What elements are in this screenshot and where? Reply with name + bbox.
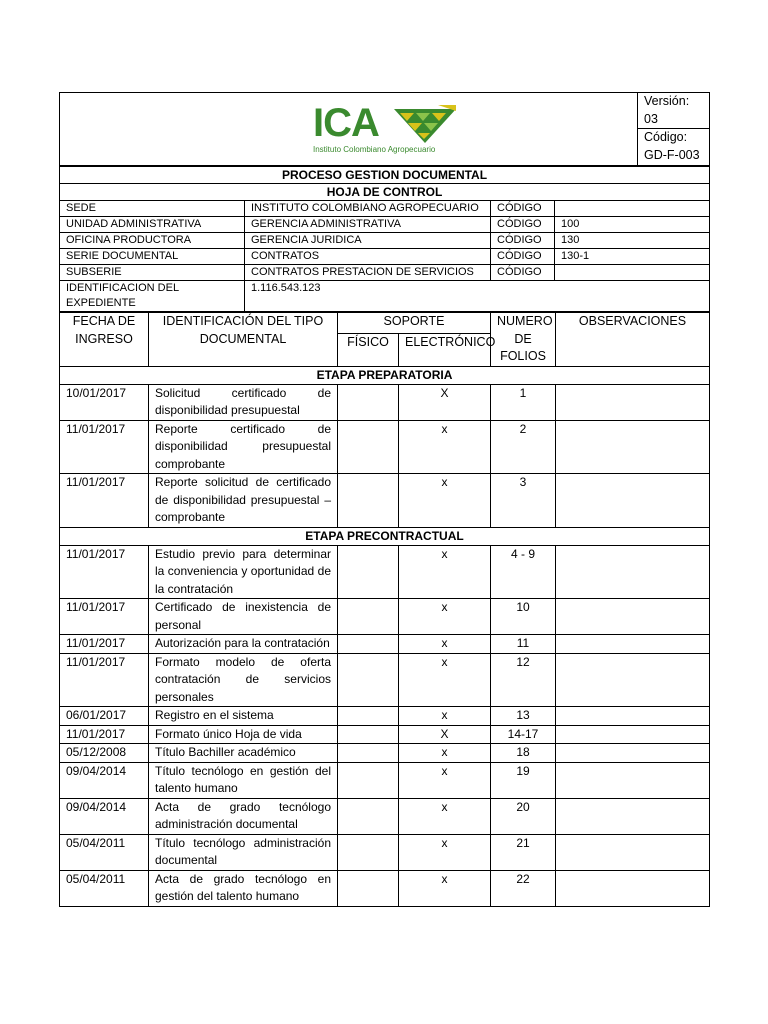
row-folios: 20 <box>491 798 556 834</box>
unidad-code-value: 100 <box>555 217 710 233</box>
unidad-code-label: CÓDIGO <box>491 217 555 233</box>
row-folios: 18 <box>491 744 556 763</box>
row-tipo: Estudio previo para determinar la conveniencia y oportunidad de la contratación <box>149 545 338 599</box>
table-row <box>60 545 710 599</box>
row-fisico <box>338 545 399 599</box>
row-folios: 21 <box>491 834 556 870</box>
table-row <box>60 599 710 635</box>
row-folios: 19 <box>491 762 556 798</box>
row-observaciones <box>556 870 710 906</box>
row-observaciones <box>556 474 710 528</box>
row-electronico: x <box>399 545 491 599</box>
expediente-label: IDENTIFICACION DEL EXPEDIENTE <box>60 281 245 312</box>
row-fecha: 05/04/2011 <box>60 834 149 870</box>
row-electronico: x <box>399 707 491 726</box>
section-title: ETAPA PRECONTRACTUAL <box>60 527 710 545</box>
row-electronico: x <box>399 653 491 707</box>
serie-code-value: 130-1 <box>555 249 710 265</box>
version-cell <box>638 93 710 166</box>
row-fecha: 11/01/2017 <box>60 474 149 528</box>
row-folios: 10 <box>491 599 556 635</box>
row-fecha: 11/01/2017 <box>60 653 149 707</box>
row-tipo: Acta de grado tecnólogo administración documental <box>149 798 338 834</box>
control-title: HOJA DE CONTROL <box>60 184 710 201</box>
table-row <box>60 744 710 763</box>
header-table <box>59 92 710 166</box>
table-row <box>60 384 710 420</box>
code-label: Código: <box>644 130 688 144</box>
row-fecha: 09/04/2014 <box>60 762 149 798</box>
ica-logo-icon <box>394 105 456 145</box>
row-observaciones <box>556 420 710 474</box>
table-row <box>60 762 710 798</box>
records-table <box>59 312 710 907</box>
row-observaciones <box>556 384 710 420</box>
row-electronico: x <box>399 762 491 798</box>
row-fecha: 05/04/2011 <box>60 870 149 906</box>
unidad-value: GERENCIA ADMINISTRATIVA <box>245 217 491 233</box>
row-electronico: x <box>399 420 491 474</box>
serie-code-label: CÓDIGO <box>491 249 555 265</box>
row-fecha: 11/01/2017 <box>60 635 149 654</box>
row-fisico <box>338 635 399 654</box>
row-fisico <box>338 725 399 744</box>
subserie-value: CONTRATOS PRESTACION DE SERVICIOS <box>245 265 491 281</box>
row-electronico: x <box>399 744 491 763</box>
row-fecha: 11/01/2017 <box>60 420 149 474</box>
row-folios: 3 <box>491 474 556 528</box>
row-fisico <box>338 599 399 635</box>
row-electronico: x <box>399 798 491 834</box>
process-title: PROCESO GESTION DOCUMENTAL <box>60 167 710 184</box>
col-folios: NUMERO DE FOLIOS <box>491 313 556 367</box>
logo-cell <box>60 93 638 166</box>
expediente-value: 1.116.543.123 <box>245 281 710 312</box>
table-row <box>60 798 710 834</box>
row-fisico <box>338 707 399 726</box>
row-fisico <box>338 653 399 707</box>
control-sheet <box>59 92 709 907</box>
version-label: Versión: <box>644 94 690 108</box>
row-tipo: Formato modelo de oferta contratación de servicios personales <box>149 653 338 707</box>
subserie-code-label: CÓDIGO <box>491 265 555 281</box>
subserie-code-value <box>555 265 710 281</box>
logo-title: ICA <box>313 101 379 145</box>
row-tipo: Reporte solicitud de certificado de disponibilidad presupuestal – comprobante <box>149 474 338 528</box>
row-observaciones <box>556 653 710 707</box>
sede-code-label: CÓDIGO <box>491 201 555 217</box>
row-tipo: Certificado de inexistencia de personal <box>149 599 338 635</box>
row-tipo: Título tecnólogo administración documental <box>149 834 338 870</box>
row-observaciones <box>556 762 710 798</box>
row-fisico <box>338 834 399 870</box>
row-electronico: x <box>399 834 491 870</box>
section-title: ETAPA PREPARATORIA <box>60 366 710 384</box>
version-value: 03 <box>644 111 658 126</box>
row-folios: 13 <box>491 707 556 726</box>
oficina-code-label: CÓDIGO <box>491 233 555 249</box>
col-fisico: FÍSICO <box>338 333 399 366</box>
row-observaciones <box>556 798 710 834</box>
row-electronico: x <box>399 474 491 528</box>
table-row <box>60 707 710 726</box>
unidad-label: UNIDAD ADMINISTRATIVA <box>60 217 245 233</box>
subserie-label: SUBSERIE <box>60 265 245 281</box>
row-fisico <box>338 744 399 763</box>
row-fecha: 10/01/2017 <box>60 384 149 420</box>
serie-label: SERIE DOCUMENTAL <box>60 249 245 265</box>
table-row <box>60 474 710 528</box>
serie-value: CONTRATOS <box>245 249 491 265</box>
table-row <box>60 834 710 870</box>
col-tipo: IDENTIFICACIÓN DEL TIPO DOCUMENTAL <box>149 313 338 367</box>
info-table <box>59 166 710 312</box>
table-row <box>60 653 710 707</box>
row-observaciones <box>556 744 710 763</box>
sede-label: SEDE <box>60 201 245 217</box>
table-row <box>60 420 710 474</box>
oficina-value: GERENCIA JURIDICA <box>245 233 491 249</box>
row-fisico <box>338 798 399 834</box>
row-tipo: Solicitud certificado de disponibilidad presupuestal <box>149 384 338 420</box>
row-electronico: x <box>399 599 491 635</box>
row-tipo: Formato único Hoja de vida <box>149 725 338 744</box>
row-observaciones <box>556 635 710 654</box>
table-row <box>60 870 710 906</box>
row-tipo: Título tecnólogo en gestión del talento humano <box>149 762 338 798</box>
col-observaciones: OBSERVACIONES <box>556 313 710 367</box>
row-tipo: Autorización para la contratación <box>149 635 338 654</box>
col-fecha: FECHA DE INGRESO <box>60 313 149 367</box>
row-electronico: x <box>399 635 491 654</box>
row-folios: 14-17 <box>491 725 556 744</box>
row-folios: 11 <box>491 635 556 654</box>
row-folios: 22 <box>491 870 556 906</box>
row-tipo: Reporte certificado de disponibilidad presupuestal comprobante <box>149 420 338 474</box>
row-observaciones <box>556 545 710 599</box>
row-electronico: X <box>399 384 491 420</box>
row-fecha: 05/12/2008 <box>60 744 149 763</box>
sede-value: INSTITUTO COLOMBIANO AGROPECUARIO <box>245 201 491 217</box>
row-observaciones <box>556 599 710 635</box>
oficina-label: OFICINA PRODUCTORA <box>60 233 245 249</box>
sede-code-value <box>555 201 710 217</box>
row-observaciones <box>556 834 710 870</box>
row-tipo: Título Bachiller académico <box>149 744 338 763</box>
row-folios: 2 <box>491 420 556 474</box>
row-folios: 1 <box>491 384 556 420</box>
row-tipo: Acta de grado tecnólogo en gestión del talento humano <box>149 870 338 906</box>
row-fisico <box>338 474 399 528</box>
col-soporte: SOPORTE <box>338 313 491 334</box>
row-tipo: Registro en el sistema <box>149 707 338 726</box>
row-observaciones <box>556 707 710 726</box>
table-row <box>60 725 710 744</box>
row-fecha: 09/04/2014 <box>60 798 149 834</box>
row-folios: 4 - 9 <box>491 545 556 599</box>
table-row <box>60 635 710 654</box>
row-fisico <box>338 762 399 798</box>
row-observaciones <box>556 725 710 744</box>
code-value: GD-F-003 <box>644 147 700 162</box>
row-fecha: 11/01/2017 <box>60 599 149 635</box>
row-fisico <box>338 384 399 420</box>
logo-subtitle: Instituto Colombiano Agropecuario <box>313 145 436 154</box>
row-fisico <box>338 870 399 906</box>
row-fecha: 06/01/2017 <box>60 707 149 726</box>
row-fisico <box>338 420 399 474</box>
row-fecha: 11/01/2017 <box>60 545 149 599</box>
row-folios: 12 <box>491 653 556 707</box>
row-fecha: 11/01/2017 <box>60 725 149 744</box>
oficina-code-value: 130 <box>555 233 710 249</box>
col-electronico: ELECTRÓNICO <box>399 333 491 366</box>
row-electronico: x <box>399 870 491 906</box>
row-electronico: X <box>399 725 491 744</box>
